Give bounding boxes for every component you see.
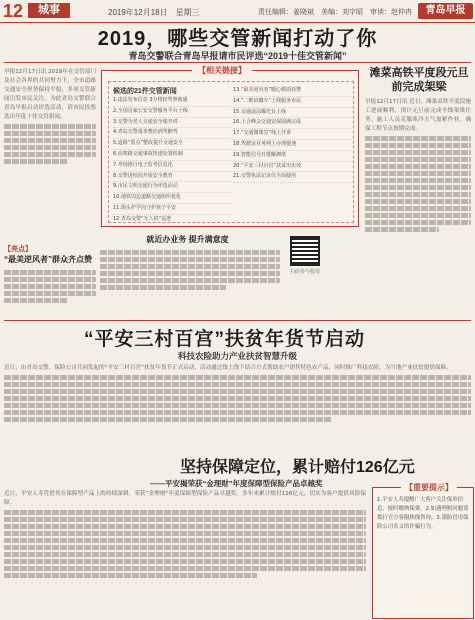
- body-text-left: [4, 268, 96, 318]
- list-item: 12.青岛交警“无人机”巡逻: [113, 215, 231, 226]
- list-item: 20.“平安三村百宫”扶贫出实效: [233, 162, 351, 173]
- candidate-list-right: [233, 86, 351, 183]
- second-body-text: 近日，平安人寿凭借其在保障型产品上的持续深耕，荣获“金理财”年度保障型保险产品卓越奖。多年来累计赔付126亿元，切实为客户提供风险保障。: [4, 491, 366, 506]
- feature-body: [4, 364, 471, 448]
- issue-date: 2019年12月18日 星期三: [108, 8, 200, 17]
- list-item: 10.地铁周边道路交通组织优化: [113, 193, 231, 204]
- right-story-headline: 滩菜高铁平度段元旦前完成架梁: [369, 67, 469, 93]
- kicker-block: [4, 244, 94, 265]
- feature-body-text: 近日，由青岛交警、保险公司共同发起的“平安三村百宫”扶贫年货节正式启动，活动通过线上线下结合方式帮助农户销售特色农产品，同时推广科技农险，为当地产业扶贫提供保障。: [4, 365, 452, 371]
- qr-code-icon[interactable]: [290, 236, 320, 266]
- list-item: 2.全国首家公安交警服务平台上线: [113, 107, 231, 118]
- kicker-title: “最美逆风者”群众齐点赞: [4, 255, 92, 264]
- lead-subhead: 青岛交警联合青岛早报请市民评选“2019十佳交管新闻”: [128, 51, 347, 61]
- body-text-middle: [100, 248, 280, 318]
- kicker-label: 【亮点】: [4, 246, 32, 253]
- list-item: 16.上合峰会交通安保圆满完成: [233, 118, 351, 129]
- second-subhead: ——平安揭荣获“金理财”年度保障型保险产品卓越奖: [150, 479, 323, 488]
- list-item: 17.“交通微课堂”线上开讲: [233, 129, 351, 140]
- list-item: 13.“最美逆风者”暖心救助获赞: [233, 86, 351, 97]
- qr-caption: 扫码参与投票: [289, 269, 320, 275]
- mid-subtitle: 就近办业务 提升满意度: [146, 235, 229, 244]
- lead-intro-column: [4, 68, 96, 238]
- list-item: 19.智能信号灯缓解拥堵: [233, 151, 351, 162]
- list-item: 3.交警为老人交通安全课开讲: [113, 118, 231, 129]
- sidebar-text: 1.平安人寿提醒广大客户关注保单信息，按时缴纳保费。2.如遇理赔问题请拨打官方客服热线咨询。3.谨防冒用保险公司名义的诈骗行为。: [377, 497, 469, 530]
- notice-sidebar: [372, 483, 474, 619]
- list-item: 6.高架路交通事故快速处置机制: [113, 150, 231, 161]
- list-item: 15.交通违法曝光台上线: [233, 108, 351, 119]
- lead-intro-text: 早报12月17日讯 2019年在交管部门及社会各界的共同努力下，全市道路交通安全形势保持平稳，多项交管新闻引发市民关注。为此青岛交警联合青岛早报启动评选活动，请市民投票选出年度十佳交管新闻。: [4, 69, 96, 120]
- list-item: 21.交警执法记录仪全面使用: [233, 172, 351, 183]
- editor-credits: 责任编辑：姜晓斌 美编：刘宇昭 审读：赵仲冉: [258, 9, 412, 16]
- list-item: 7.考场推行电子监考信息化: [113, 161, 231, 172]
- lead-headline: 2019，哪些交管新闻打动了你: [97, 28, 378, 50]
- list-item: 9.市民文明交通行为评选活动: [113, 182, 231, 193]
- list-item: 11.街头护学岗守护孩子平安: [113, 204, 231, 215]
- divider: [4, 62, 471, 63]
- list-item: 8.交警进校园开展安全教育: [113, 172, 231, 183]
- page-number: 12: [3, 1, 24, 21]
- list-item: 1.违法发布信息 3分将扣驾照被通: [113, 96, 231, 107]
- candidate-list-left: [113, 96, 231, 226]
- list-item: 18.驾驶证业务网上办理提速: [233, 140, 351, 151]
- divider: [4, 320, 471, 321]
- second-headline: 坚持保障定位，累计赔付126亿元: [180, 459, 415, 476]
- sidebar-title: 【重要提示】: [401, 482, 457, 493]
- second-body: [4, 490, 366, 616]
- candidates-panel: [101, 66, 359, 227]
- newspaper-logo: 青岛早报: [418, 3, 473, 19]
- list-item: 4.青岛交警重拳整治酒驾醉驾: [113, 128, 231, 139]
- right-story-lead: 早报12月17日讯 近日，滩菜高铁平度段施工进展顺利，预计元旦前完成全线架梁任务。施工人员克服寒冷天气加紧作业，确保工程节点按期完成。: [365, 99, 471, 132]
- masthead: [0, 0, 475, 23]
- list-item: 5.道路“黑点”整改提升交通安全: [113, 139, 231, 150]
- right-story-body: [365, 98, 471, 323]
- list-item: 14.“二维码挪车”上线服务市民: [233, 97, 351, 108]
- section-badge: 城事: [28, 3, 70, 18]
- feature-headline: “平安三村百宫”扶贫年货节启动: [84, 329, 366, 350]
- panel-label: 候选的21件交管新闻: [113, 88, 177, 95]
- feature-subhead: 科技农险助力产业扶贫智慧升级: [177, 351, 297, 361]
- panel-title: 【相关链接】: [192, 65, 252, 76]
